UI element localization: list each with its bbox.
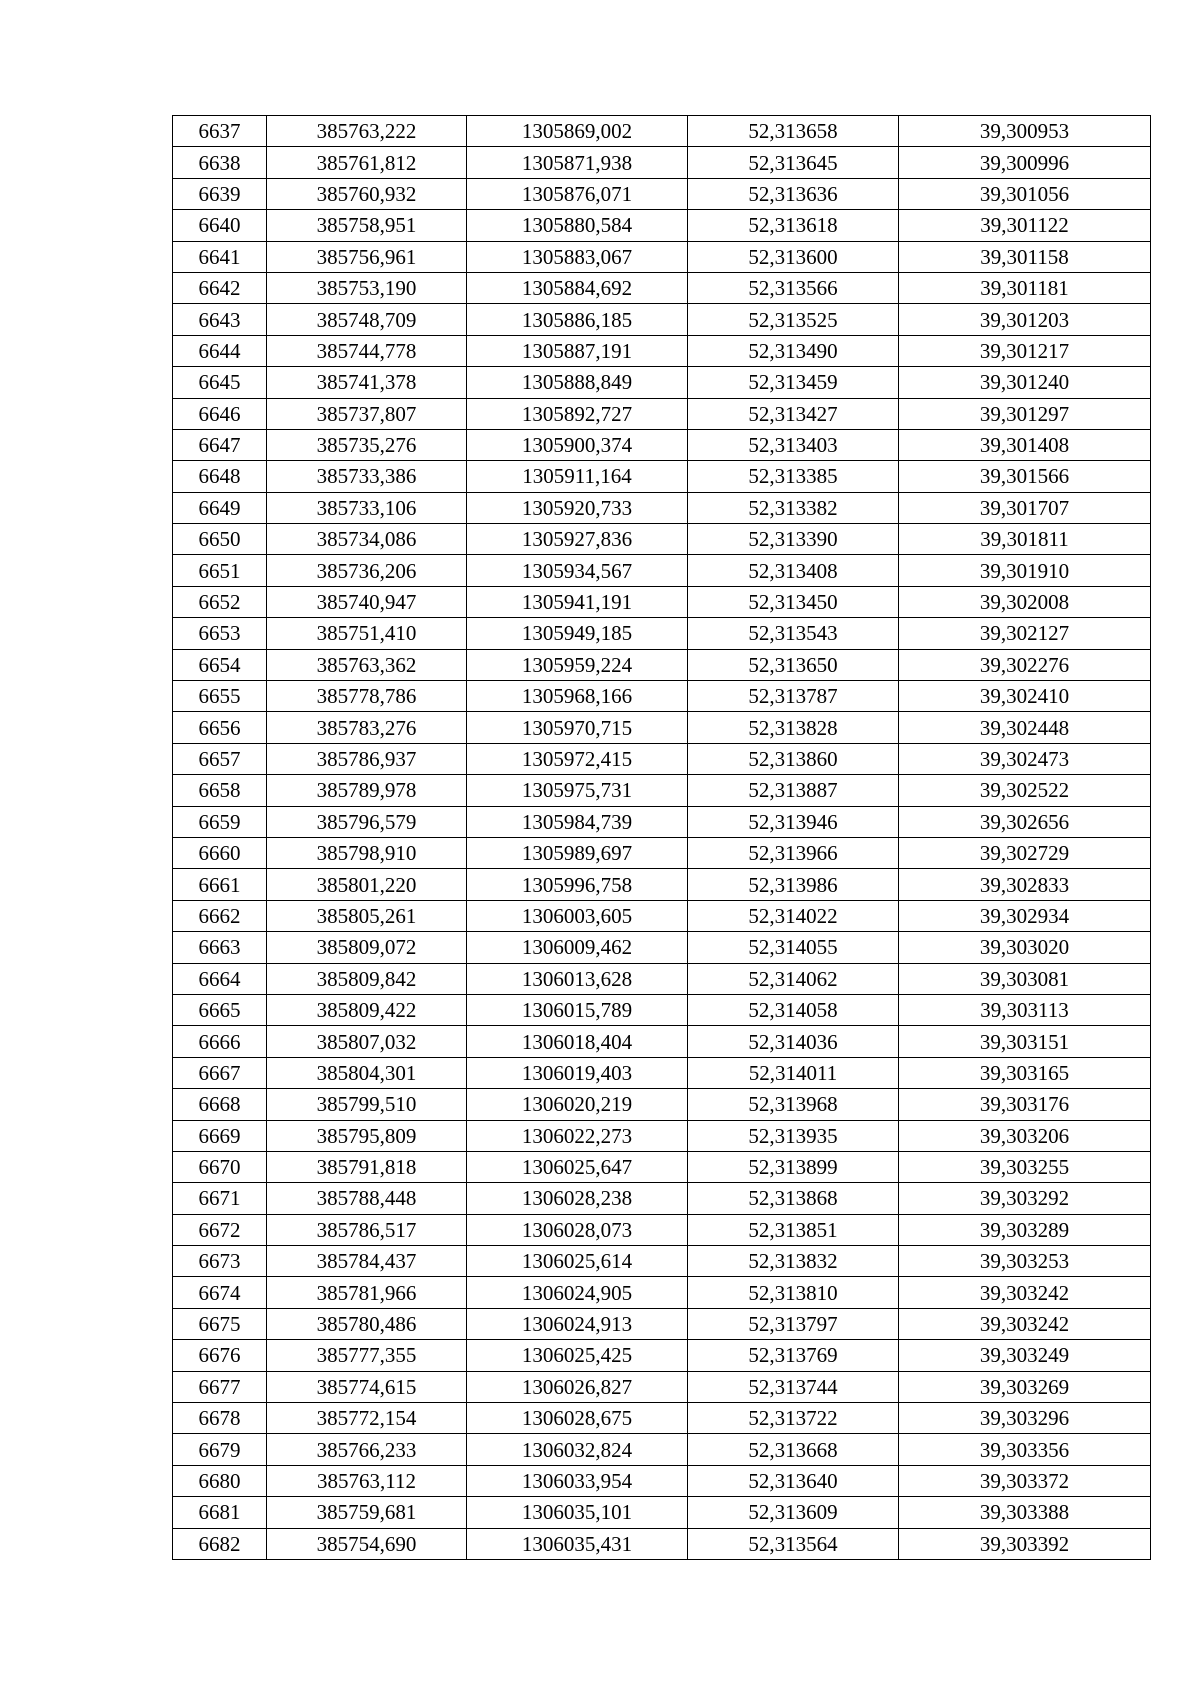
x-coordinate-cell: 385753,190 [267, 272, 467, 303]
x-coordinate-cell: 385805,261 [267, 900, 467, 931]
longitude-cell: 39,302729 [899, 837, 1151, 868]
longitude-cell: 39,302833 [899, 869, 1151, 900]
table-row [173, 367, 1151, 398]
point-number-cell: 6662 [173, 900, 267, 931]
x-coordinate-cell: 385809,072 [267, 932, 467, 963]
longitude-cell: 39,303020 [899, 932, 1151, 963]
longitude-cell: 39,302127 [899, 618, 1151, 649]
x-coordinate-cell: 385807,032 [267, 1026, 467, 1057]
longitude-cell: 39,301707 [899, 492, 1151, 523]
table-row [173, 1246, 1151, 1277]
table-row [173, 524, 1151, 555]
x-coordinate-cell: 385791,818 [267, 1151, 467, 1182]
latitude-cell: 52,313658 [688, 116, 899, 147]
latitude-cell: 52,313887 [688, 775, 899, 806]
table-row [173, 461, 1151, 492]
table-row [173, 272, 1151, 303]
longitude-cell: 39,303388 [899, 1497, 1151, 1528]
longitude-cell: 39,301910 [899, 555, 1151, 586]
x-coordinate-cell: 385733,386 [267, 461, 467, 492]
table-row [173, 335, 1151, 366]
point-number-cell: 6673 [173, 1246, 267, 1277]
table-row [173, 806, 1151, 837]
latitude-cell: 52,313390 [688, 524, 899, 555]
point-number-cell: 6660 [173, 837, 267, 868]
x-coordinate-cell: 385801,220 [267, 869, 467, 900]
x-coordinate-cell: 385786,517 [267, 1214, 467, 1245]
x-coordinate-cell: 385781,966 [267, 1277, 467, 1308]
y-coordinate-cell: 1305970,715 [467, 712, 688, 743]
longitude-cell: 39,303296 [899, 1403, 1151, 1434]
latitude-cell: 52,313722 [688, 1403, 899, 1434]
y-coordinate-cell: 1305911,164 [467, 461, 688, 492]
table-row [173, 1497, 1151, 1528]
point-number-cell: 6658 [173, 775, 267, 806]
table-row [173, 429, 1151, 460]
x-coordinate-cell: 385799,510 [267, 1089, 467, 1120]
x-coordinate-cell: 385809,842 [267, 963, 467, 994]
table-row [173, 1089, 1151, 1120]
latitude-cell: 52,313828 [688, 712, 899, 743]
table-row [173, 932, 1151, 963]
longitude-cell: 39,303269 [899, 1371, 1151, 1402]
point-number-cell: 6639 [173, 178, 267, 209]
point-number-cell: 6652 [173, 586, 267, 617]
point-number-cell: 6669 [173, 1120, 267, 1151]
y-coordinate-cell: 1306019,403 [467, 1057, 688, 1088]
latitude-cell: 52,313609 [688, 1497, 899, 1528]
longitude-cell: 39,303151 [899, 1026, 1151, 1057]
latitude-cell: 52,313564 [688, 1528, 899, 1559]
x-coordinate-cell: 385780,486 [267, 1308, 467, 1339]
longitude-cell: 39,301203 [899, 304, 1151, 335]
table-row [173, 210, 1151, 241]
x-coordinate-cell: 385761,812 [267, 147, 467, 178]
longitude-cell: 39,303249 [899, 1340, 1151, 1371]
latitude-cell: 52,313645 [688, 147, 899, 178]
latitude-cell: 52,313810 [688, 1277, 899, 1308]
longitude-cell: 39,300953 [899, 116, 1151, 147]
y-coordinate-cell: 1305883,067 [467, 241, 688, 272]
longitude-cell: 39,301297 [899, 398, 1151, 429]
table-row [173, 1277, 1151, 1308]
longitude-cell: 39,303176 [899, 1089, 1151, 1120]
table-row [173, 1057, 1151, 1088]
point-number-cell: 6676 [173, 1340, 267, 1371]
x-coordinate-cell: 385734,086 [267, 524, 467, 555]
latitude-cell: 52,313946 [688, 806, 899, 837]
table-row [173, 1465, 1151, 1496]
longitude-cell: 39,302934 [899, 900, 1151, 931]
point-number-cell: 6653 [173, 618, 267, 649]
table-row [173, 555, 1151, 586]
table-row [173, 1371, 1151, 1402]
latitude-cell: 52,313860 [688, 743, 899, 774]
table-row [173, 1308, 1151, 1339]
y-coordinate-cell: 1305934,567 [467, 555, 688, 586]
point-number-cell: 6677 [173, 1371, 267, 1402]
x-coordinate-cell: 385763,362 [267, 649, 467, 680]
y-coordinate-cell: 1306035,101 [467, 1497, 688, 1528]
table-row [173, 241, 1151, 272]
coordinates-table-body [173, 116, 1151, 1560]
point-number-cell: 6682 [173, 1528, 267, 1559]
y-coordinate-cell: 1305949,185 [467, 618, 688, 649]
table-row [173, 116, 1151, 147]
y-coordinate-cell: 1305887,191 [467, 335, 688, 366]
longitude-cell: 39,303255 [899, 1151, 1151, 1182]
longitude-cell: 39,303289 [899, 1214, 1151, 1245]
point-number-cell: 6679 [173, 1434, 267, 1465]
point-number-cell: 6665 [173, 994, 267, 1025]
point-number-cell: 6674 [173, 1277, 267, 1308]
point-number-cell: 6680 [173, 1465, 267, 1496]
x-coordinate-cell: 385766,233 [267, 1434, 467, 1465]
y-coordinate-cell: 1305920,733 [467, 492, 688, 523]
longitude-cell: 39,301056 [899, 178, 1151, 209]
point-number-cell: 6650 [173, 524, 267, 555]
longitude-cell: 39,303356 [899, 1434, 1151, 1465]
table-row [173, 1403, 1151, 1434]
x-coordinate-cell: 385796,579 [267, 806, 467, 837]
latitude-cell: 52,313459 [688, 367, 899, 398]
y-coordinate-cell: 1306003,605 [467, 900, 688, 931]
x-coordinate-cell: 385741,378 [267, 367, 467, 398]
latitude-cell: 52,314058 [688, 994, 899, 1025]
longitude-cell: 39,301408 [899, 429, 1151, 460]
x-coordinate-cell: 385809,422 [267, 994, 467, 1025]
y-coordinate-cell: 1306028,238 [467, 1183, 688, 1214]
x-coordinate-cell: 385735,276 [267, 429, 467, 460]
y-coordinate-cell: 1306028,073 [467, 1214, 688, 1245]
longitude-cell: 39,303372 [899, 1465, 1151, 1496]
x-coordinate-cell: 385789,978 [267, 775, 467, 806]
y-coordinate-cell: 1306024,913 [467, 1308, 688, 1339]
latitude-cell: 52,313744 [688, 1371, 899, 1402]
y-coordinate-cell: 1306018,404 [467, 1026, 688, 1057]
y-coordinate-cell: 1305927,836 [467, 524, 688, 555]
x-coordinate-cell: 385772,154 [267, 1403, 467, 1434]
y-coordinate-cell: 1305871,938 [467, 147, 688, 178]
x-coordinate-cell: 385754,690 [267, 1528, 467, 1559]
point-number-cell: 6681 [173, 1497, 267, 1528]
point-number-cell: 6659 [173, 806, 267, 837]
y-coordinate-cell: 1306035,431 [467, 1528, 688, 1559]
point-number-cell: 6649 [173, 492, 267, 523]
latitude-cell: 52,313382 [688, 492, 899, 523]
longitude-cell: 39,303292 [899, 1183, 1151, 1214]
y-coordinate-cell: 1305996,758 [467, 869, 688, 900]
longitude-cell: 39,303242 [899, 1277, 1151, 1308]
point-number-cell: 6663 [173, 932, 267, 963]
table-row [173, 1214, 1151, 1245]
table-row [173, 963, 1151, 994]
longitude-cell: 39,301122 [899, 210, 1151, 241]
x-coordinate-cell: 385737,807 [267, 398, 467, 429]
longitude-cell: 39,303206 [899, 1120, 1151, 1151]
longitude-cell: 39,302656 [899, 806, 1151, 837]
longitude-cell: 39,301217 [899, 335, 1151, 366]
x-coordinate-cell: 385760,932 [267, 178, 467, 209]
longitude-cell: 39,303081 [899, 963, 1151, 994]
x-coordinate-cell: 385733,106 [267, 492, 467, 523]
coordinates-table [172, 115, 1151, 1560]
latitude-cell: 52,314055 [688, 932, 899, 963]
longitude-cell: 39,301240 [899, 367, 1151, 398]
x-coordinate-cell: 385763,112 [267, 1465, 467, 1496]
latitude-cell: 52,313668 [688, 1434, 899, 1465]
point-number-cell: 6664 [173, 963, 267, 994]
latitude-cell: 52,313403 [688, 429, 899, 460]
latitude-cell: 52,314011 [688, 1057, 899, 1088]
table-row [173, 712, 1151, 743]
x-coordinate-cell: 385786,937 [267, 743, 467, 774]
latitude-cell: 52,313490 [688, 335, 899, 366]
latitude-cell: 52,313427 [688, 398, 899, 429]
point-number-cell: 6671 [173, 1183, 267, 1214]
point-number-cell: 6640 [173, 210, 267, 241]
y-coordinate-cell: 1306015,789 [467, 994, 688, 1025]
point-number-cell: 6645 [173, 367, 267, 398]
latitude-cell: 52,313769 [688, 1340, 899, 1371]
x-coordinate-cell: 385798,910 [267, 837, 467, 868]
longitude-cell: 39,302448 [899, 712, 1151, 743]
x-coordinate-cell: 385751,410 [267, 618, 467, 649]
longitude-cell: 39,302473 [899, 743, 1151, 774]
y-coordinate-cell: 1306026,827 [467, 1371, 688, 1402]
point-number-cell: 6668 [173, 1089, 267, 1120]
longitude-cell: 39,302276 [899, 649, 1151, 680]
longitude-cell: 39,302410 [899, 681, 1151, 712]
point-number-cell: 6672 [173, 1214, 267, 1245]
point-number-cell: 6667 [173, 1057, 267, 1088]
latitude-cell: 52,313966 [688, 837, 899, 868]
y-coordinate-cell: 1305876,071 [467, 178, 688, 209]
latitude-cell: 52,313832 [688, 1246, 899, 1277]
y-coordinate-cell: 1306009,462 [467, 932, 688, 963]
latitude-cell: 52,314036 [688, 1026, 899, 1057]
latitude-cell: 52,313525 [688, 304, 899, 335]
x-coordinate-cell: 385744,778 [267, 335, 467, 366]
y-coordinate-cell: 1306013,628 [467, 963, 688, 994]
latitude-cell: 52,313851 [688, 1214, 899, 1245]
latitude-cell: 52,313797 [688, 1308, 899, 1339]
longitude-cell: 39,301811 [899, 524, 1151, 555]
y-coordinate-cell: 1305989,697 [467, 837, 688, 868]
table-row [173, 304, 1151, 335]
y-coordinate-cell: 1306022,273 [467, 1120, 688, 1151]
y-coordinate-cell: 1305884,692 [467, 272, 688, 303]
y-coordinate-cell: 1305900,374 [467, 429, 688, 460]
x-coordinate-cell: 385758,951 [267, 210, 467, 241]
latitude-cell: 52,313640 [688, 1465, 899, 1496]
point-number-cell: 6643 [173, 304, 267, 335]
latitude-cell: 52,313636 [688, 178, 899, 209]
x-coordinate-cell: 385778,786 [267, 681, 467, 712]
x-coordinate-cell: 385783,276 [267, 712, 467, 743]
y-coordinate-cell: 1306024,905 [467, 1277, 688, 1308]
x-coordinate-cell: 385788,448 [267, 1183, 467, 1214]
table-row [173, 492, 1151, 523]
latitude-cell: 52,313566 [688, 272, 899, 303]
y-coordinate-cell: 1306033,954 [467, 1465, 688, 1496]
table-row [173, 743, 1151, 774]
point-number-cell: 6657 [173, 743, 267, 774]
x-coordinate-cell: 385759,681 [267, 1497, 467, 1528]
y-coordinate-cell: 1306028,675 [467, 1403, 688, 1434]
latitude-cell: 52,313650 [688, 649, 899, 680]
longitude-cell: 39,303392 [899, 1528, 1151, 1559]
y-coordinate-cell: 1305984,739 [467, 806, 688, 837]
latitude-cell: 52,313968 [688, 1089, 899, 1120]
point-number-cell: 6647 [173, 429, 267, 460]
x-coordinate-cell: 385740,947 [267, 586, 467, 617]
point-number-cell: 6678 [173, 1403, 267, 1434]
latitude-cell: 52,313899 [688, 1151, 899, 1182]
longitude-cell: 39,301158 [899, 241, 1151, 272]
latitude-cell: 52,313600 [688, 241, 899, 272]
y-coordinate-cell: 1306025,647 [467, 1151, 688, 1182]
latitude-cell: 52,313935 [688, 1120, 899, 1151]
point-number-cell: 6642 [173, 272, 267, 303]
y-coordinate-cell: 1306025,614 [467, 1246, 688, 1277]
point-number-cell: 6644 [173, 335, 267, 366]
longitude-cell: 39,300996 [899, 147, 1151, 178]
x-coordinate-cell: 385763,222 [267, 116, 467, 147]
y-coordinate-cell: 1306020,219 [467, 1089, 688, 1120]
point-number-cell: 6675 [173, 1308, 267, 1339]
x-coordinate-cell: 385784,437 [267, 1246, 467, 1277]
latitude-cell: 52,313408 [688, 555, 899, 586]
y-coordinate-cell: 1305886,185 [467, 304, 688, 335]
latitude-cell: 52,313450 [688, 586, 899, 617]
longitude-cell: 39,303242 [899, 1308, 1151, 1339]
latitude-cell: 52,313618 [688, 210, 899, 241]
table-row [173, 1434, 1151, 1465]
longitude-cell: 39,303253 [899, 1246, 1151, 1277]
point-number-cell: 6670 [173, 1151, 267, 1182]
y-coordinate-cell: 1305888,849 [467, 367, 688, 398]
point-number-cell: 6641 [173, 241, 267, 272]
y-coordinate-cell: 1305972,415 [467, 743, 688, 774]
table-row [173, 869, 1151, 900]
table-row [173, 681, 1151, 712]
longitude-cell: 39,303113 [899, 994, 1151, 1025]
point-number-cell: 6661 [173, 869, 267, 900]
point-number-cell: 6637 [173, 116, 267, 147]
table-row [173, 1120, 1151, 1151]
longitude-cell: 39,301181 [899, 272, 1151, 303]
point-number-cell: 6654 [173, 649, 267, 680]
table-row [173, 1528, 1151, 1559]
table-row [173, 1183, 1151, 1214]
y-coordinate-cell: 1306025,425 [467, 1340, 688, 1371]
latitude-cell: 52,313385 [688, 461, 899, 492]
y-coordinate-cell: 1305880,584 [467, 210, 688, 241]
longitude-cell: 39,301566 [899, 461, 1151, 492]
table-row [173, 398, 1151, 429]
point-number-cell: 6656 [173, 712, 267, 743]
longitude-cell: 39,302008 [899, 586, 1151, 617]
x-coordinate-cell: 385736,206 [267, 555, 467, 586]
y-coordinate-cell: 1305975,731 [467, 775, 688, 806]
x-coordinate-cell: 385795,809 [267, 1120, 467, 1151]
y-coordinate-cell: 1305892,727 [467, 398, 688, 429]
latitude-cell: 52,314022 [688, 900, 899, 931]
table-row [173, 837, 1151, 868]
table-row [173, 1026, 1151, 1057]
y-coordinate-cell: 1305959,224 [467, 649, 688, 680]
x-coordinate-cell: 385748,709 [267, 304, 467, 335]
latitude-cell: 52,314062 [688, 963, 899, 994]
y-coordinate-cell: 1305968,166 [467, 681, 688, 712]
point-number-cell: 6655 [173, 681, 267, 712]
y-coordinate-cell: 1306032,824 [467, 1434, 688, 1465]
latitude-cell: 52,313787 [688, 681, 899, 712]
x-coordinate-cell: 385777,355 [267, 1340, 467, 1371]
table-row [173, 900, 1151, 931]
latitude-cell: 52,313543 [688, 618, 899, 649]
table-row [173, 618, 1151, 649]
x-coordinate-cell: 385804,301 [267, 1057, 467, 1088]
table-row [173, 994, 1151, 1025]
point-number-cell: 6651 [173, 555, 267, 586]
table-row [173, 178, 1151, 209]
latitude-cell: 52,313868 [688, 1183, 899, 1214]
longitude-cell: 39,303165 [899, 1057, 1151, 1088]
x-coordinate-cell: 385774,615 [267, 1371, 467, 1402]
table-row [173, 1151, 1151, 1182]
point-number-cell: 6666 [173, 1026, 267, 1057]
y-coordinate-cell: 1305869,002 [467, 116, 688, 147]
table-row [173, 649, 1151, 680]
table-row [173, 1340, 1151, 1371]
point-number-cell: 6648 [173, 461, 267, 492]
point-number-cell: 6646 [173, 398, 267, 429]
longitude-cell: 39,302522 [899, 775, 1151, 806]
latitude-cell: 52,313986 [688, 869, 899, 900]
table-row [173, 586, 1151, 617]
y-coordinate-cell: 1305941,191 [467, 586, 688, 617]
table-row [173, 775, 1151, 806]
table-row [173, 147, 1151, 178]
x-coordinate-cell: 385756,961 [267, 241, 467, 272]
point-number-cell: 6638 [173, 147, 267, 178]
